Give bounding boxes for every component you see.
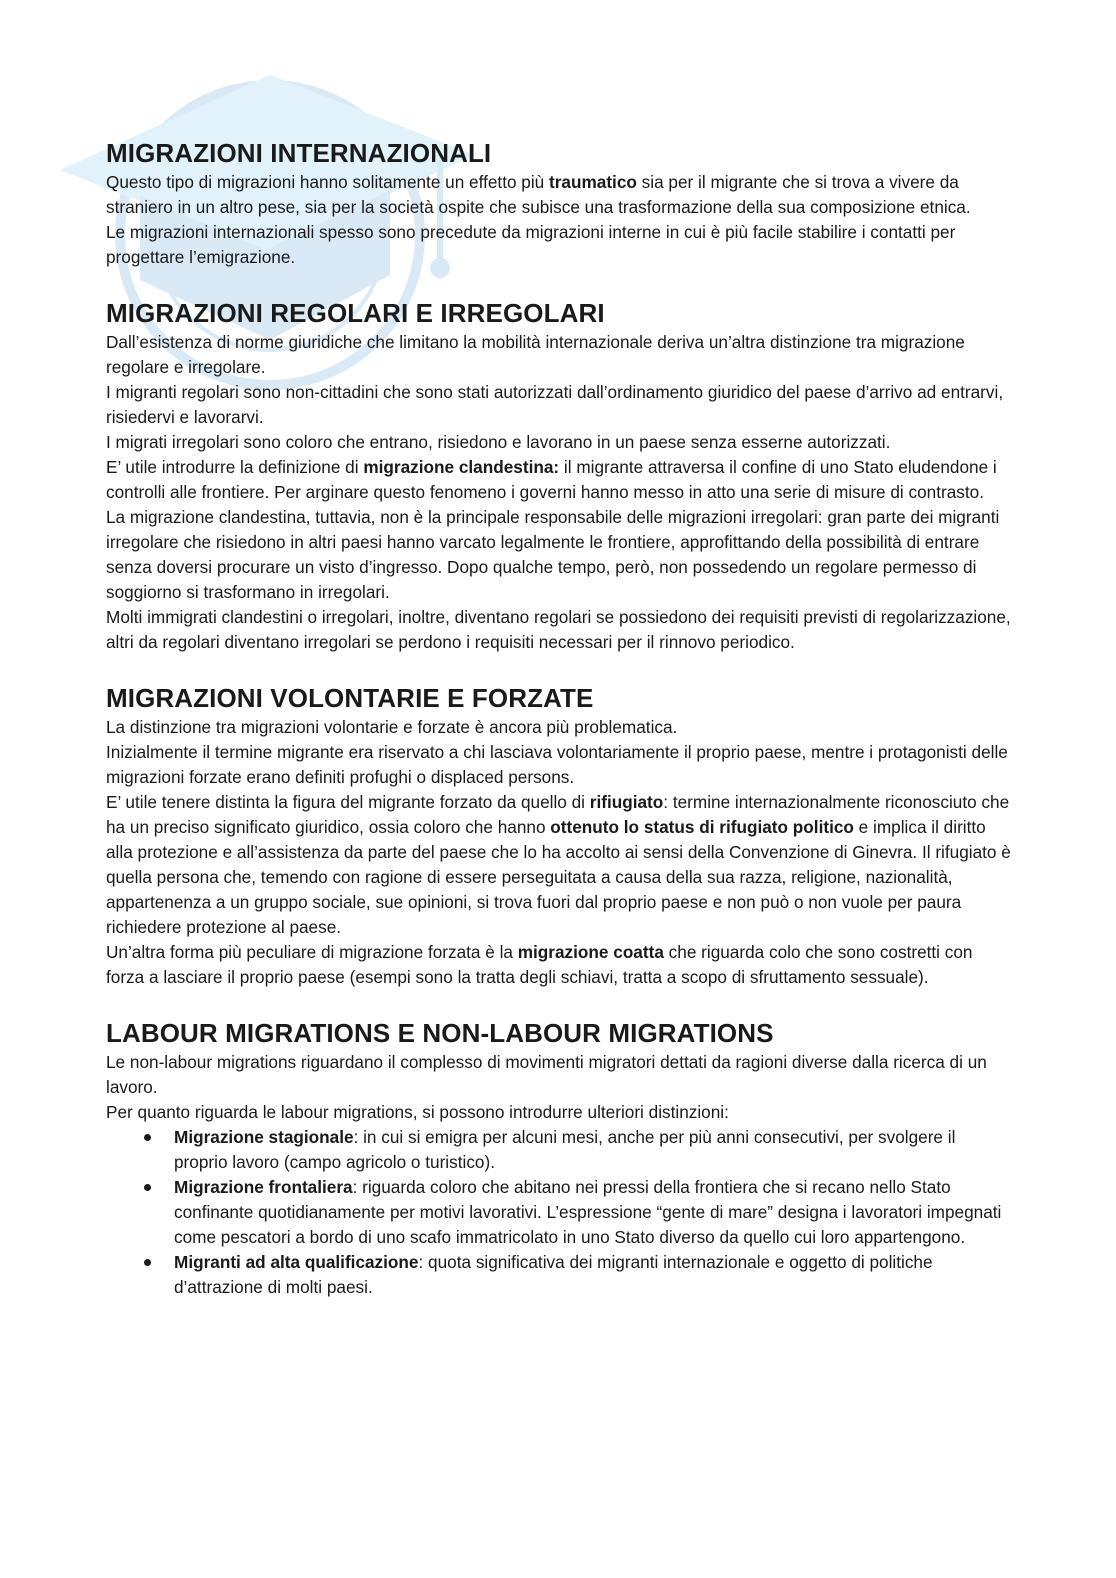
- text-run: Molti immigrati clandestini o irregolari, inoltre, diventano regolari se possiedono dei requisiti previsti di regolarizzazione, altri da regolari diventano irregolari se perdono i requisiti necessari per il rinnovo periodico.: [106, 607, 1011, 652]
- text-run: Dall’esistenza di norme giuridiche che limitano la mobilità internazionale deriva un’altra distinzione tra migrazione regolare e irregolare.: [106, 332, 965, 377]
- list-item: [174, 1175, 1011, 1250]
- section: [106, 136, 1011, 270]
- section: [106, 681, 1011, 990]
- text-run: Questo tipo di migrazioni hanno solitamente un effetto più: [106, 172, 550, 192]
- document-page: [106, 136, 1011, 1300]
- text-run: Per quanto riguarda le labour migrations, si possono introdurre ulteriori distinzioni:: [106, 1102, 729, 1122]
- paragraph: [106, 505, 1011, 605]
- text-run: La distinzione tra migrazioni volontarie e forzate è ancora più problematica.: [106, 717, 678, 737]
- section: [106, 296, 1011, 655]
- paragraph: [106, 380, 1011, 430]
- text-run: Le non-labour migrations riguardano il complesso di movimenti migratori dettati da ragioni diverse dalla ricerca di un lavoro.: [106, 1052, 987, 1097]
- list-item: [174, 1250, 1011, 1300]
- paragraph: [106, 430, 1011, 455]
- text-run: E’ utile tenere distinta la figura del migrante forzato da quello di: [106, 792, 590, 812]
- text-run: I migrati irregolari sono coloro che entrano, risiedono e lavorano in un paese senza esserne autorizzati.: [106, 432, 891, 452]
- bold-term: rifiugiato: [589, 792, 664, 812]
- text-run: : in cui si emigra per alcuni mesi, anche per più anni consecutivi, per svolgere il proprio lavoro (campo agricolo o turistico).: [174, 1127, 956, 1172]
- paragraph: [106, 330, 1011, 380]
- bold-term: Migrazione stagionale: [174, 1127, 354, 1147]
- paragraph: [106, 1100, 1011, 1125]
- paragraph: [106, 455, 1011, 505]
- text-run: I migranti regolari sono non-cittadini che sono stati autorizzati dall’ordinamento giuridico del paese d’arrivo ad entrarvi, risiedervi e lavorarvi.: [106, 382, 1004, 427]
- text-run: E’ utile introdurre la definizione di: [106, 457, 364, 477]
- section: [106, 1016, 1011, 1300]
- bold-term: Migrazione frontaliera: [174, 1177, 353, 1197]
- bold-term: traumatico: [549, 172, 637, 192]
- paragraph: [106, 220, 1011, 270]
- paragraph: [106, 940, 1011, 990]
- text-run: Le migrazioni internazionali spesso sono precedute da migrazioni interne in cui è più facile stabilire i contatti per progettare l’emigrazione.: [106, 222, 956, 267]
- bullet-list: [106, 1125, 1011, 1300]
- section-heading: MIGRAZIONI VOLONTARIE E FORZATE: [106, 683, 594, 713]
- text-run: : termine internazionalmente riconosciuto che ha un preciso significato giuridico, ossia coloro che hanno: [106, 792, 1010, 837]
- bold-term: migrazione clandestina:: [363, 457, 560, 477]
- bold-term: Migranti ad alta qualificazione: [174, 1252, 419, 1272]
- list-item: [174, 1125, 1011, 1175]
- text-run: che riguarda colo che sono costretti con forza a lasciare il proprio paese (esempi sono la tratta degli schiavi, tratta a scopo di sfruttamento sessuale).: [106, 942, 973, 987]
- text-run: e implica il diritto alla protezione e all’assistenza da parte del paese che lo ha accolto ai sensi della Convenzione di Ginevra. Il rifugiato è quella persona che, temendo con ragione di essere perseguitata a causa della sua razza, religione, nazionalità, appartenenza a un gruppo sociale, sue opinioni, si trova fuori dal proprio paese e non può o non vuole per paura richiedere protezione al paese.: [106, 817, 1011, 937]
- paragraph: [106, 1050, 1011, 1100]
- text-run: sia per il migrante che si trova a vivere da straniero in un altro pese, sia per la società ospite che subisce una trasformazione della sua composizione etnica.: [106, 172, 971, 217]
- paragraph: [106, 790, 1011, 940]
- section-heading: MIGRAZIONI REGOLARI E IRREGOLARI: [106, 298, 605, 328]
- section-heading: MIGRAZIONI INTERNAZIONALI: [106, 138, 492, 168]
- text-run: : riguarda coloro che abitano nei pressi della frontiera che si recano nello Stato confinante quotidianamente per motivi lavorativi. L’espressione “gente di mare” designa i lavoratori impegnati come pescatori a bordo di uno scafo immatricolato in uno Stato diverso da quello cui loro appartengono.: [174, 1177, 1002, 1247]
- paragraph: [106, 740, 1011, 790]
- paragraph: [106, 715, 1011, 740]
- text-run: il migrante attraversa il confine di uno Stato eludendone i controlli alle frontiere. Per arginare questo fenomeno i governi hanno messo in atto una serie di misure di contrasto.: [106, 457, 997, 502]
- text-run: Inizialmente il termine migrante era riservato a chi lasciava volontariamente il proprio paese, mentre i protagonisti delle migrazioni forzate erano definiti profughi o displaced persons.: [106, 742, 1008, 787]
- paragraph: [106, 170, 1011, 220]
- text-run: Un’altra forma più peculiare di migrazione forzata è la: [106, 942, 518, 962]
- bold-term: ottenuto lo status di rifugiato politico: [550, 817, 854, 837]
- text-run: La migrazione clandestina, tuttavia, non è la principale responsabile delle migrazioni irregolari: gran parte dei migranti irregolare che risiedono in altri paesi hanno varcato legalmente le frontiere, approfittando della possibilità di entrare senza doversi procurare un visto d’ingresso. Dopo qualche tempo, però, non possedendo un regolare permesso di soggiorno si trasformano in irregolari.: [106, 507, 1000, 602]
- section-heading: LABOUR MIGRATIONS E NON-LABOUR MIGRATIONS: [106, 1018, 774, 1048]
- paragraph: [106, 605, 1011, 655]
- text-run: : quota significativa dei migranti internazionale e oggetto di politiche d’attrazione di molti paesi.: [174, 1252, 933, 1297]
- bold-term: migrazione coatta: [517, 942, 664, 962]
